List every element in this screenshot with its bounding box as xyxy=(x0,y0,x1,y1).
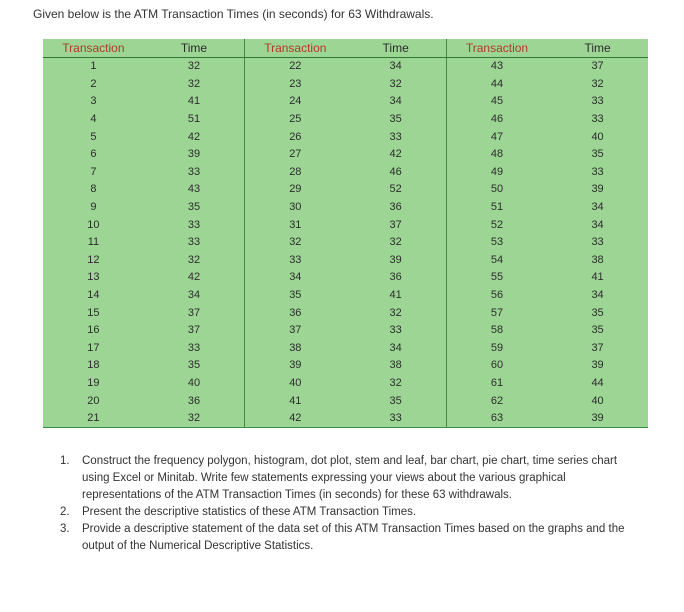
transaction-cell: 22 xyxy=(245,58,346,76)
time-cell: 35 xyxy=(144,199,245,217)
transaction-cell: 16 xyxy=(87,324,100,337)
time-cell: 34 xyxy=(144,287,245,305)
time-cell: 40 xyxy=(591,394,604,407)
time-cell: 32 xyxy=(591,77,604,90)
atm-transaction-table xyxy=(43,39,648,428)
transaction-cell: 43 xyxy=(446,58,547,76)
time-cell: 37 xyxy=(144,304,245,322)
transaction-cell: 33 xyxy=(245,252,346,270)
time-cell: 32 xyxy=(345,304,446,322)
question-number: 2. xyxy=(60,506,70,518)
transaction-cell: 46 xyxy=(446,111,547,129)
table-row xyxy=(43,392,648,410)
time-cell: 32 xyxy=(144,76,245,94)
time-cell: 35 xyxy=(345,111,446,129)
time-cell: 41 xyxy=(591,271,604,284)
transaction-cell: 13 xyxy=(87,271,100,284)
time-cell: 39 xyxy=(144,146,245,164)
time-cell: 39 xyxy=(591,183,604,196)
questions-list xyxy=(60,453,640,555)
table-row xyxy=(43,128,648,146)
time-cell: 33 xyxy=(345,322,446,340)
time-cell: 34 xyxy=(345,58,446,76)
table-row xyxy=(43,322,648,340)
question-item xyxy=(60,521,640,555)
header-transaction-1: Transaction xyxy=(43,39,144,58)
transaction-cell: 27 xyxy=(245,146,346,164)
question-item xyxy=(60,453,640,504)
time-cell: 38 xyxy=(345,357,446,375)
transaction-cell: 19 xyxy=(87,376,100,389)
transaction-cell: 28 xyxy=(245,164,346,182)
time-cell: 35 xyxy=(345,392,446,410)
table-row xyxy=(43,304,648,322)
time-cell: 33 xyxy=(591,165,604,178)
transaction-cell: 36 xyxy=(245,304,346,322)
table-row xyxy=(43,216,648,234)
transaction-cell: 58 xyxy=(446,322,547,340)
transaction-cell: 4 xyxy=(90,113,97,126)
table-row xyxy=(43,269,648,287)
transaction-cell: 6 xyxy=(90,148,97,161)
time-cell: 41 xyxy=(345,287,446,305)
transaction-cell: 60 xyxy=(446,357,547,375)
header-transaction-3: Transaction xyxy=(446,39,547,58)
transaction-cell: 20 xyxy=(87,394,100,407)
transaction-cell: 52 xyxy=(446,216,547,234)
transaction-cell: 7 xyxy=(90,165,97,178)
header-transaction-2: Transaction xyxy=(245,39,346,58)
question-text: Construct the frequency polygon, histogram, dot plot, stem and leaf, bar chart, pie chart, time series chart using Excel or Minitab. Write few statements expressing your views about the various graphical representations of the ATM Transaction Times (in seconds) for these 63 withdrawals. xyxy=(82,455,618,501)
transaction-cell: 57 xyxy=(446,304,547,322)
transaction-cell: 51 xyxy=(446,199,547,217)
transaction-cell: 32 xyxy=(245,234,346,252)
time-cell: 32 xyxy=(345,76,446,94)
time-cell: 32 xyxy=(144,252,245,270)
time-cell: 33 xyxy=(345,128,446,146)
table-row xyxy=(43,252,648,270)
time-cell: 34 xyxy=(591,201,604,214)
time-cell: 40 xyxy=(591,130,604,143)
transaction-cell: 29 xyxy=(245,181,346,199)
time-cell: 37 xyxy=(345,216,446,234)
transaction-cell: 25 xyxy=(245,111,346,129)
transaction-cell: 8 xyxy=(90,183,97,196)
transaction-cell: 44 xyxy=(446,76,547,94)
transaction-cell: 42 xyxy=(245,410,346,428)
time-cell: 35 xyxy=(591,324,604,337)
time-cell: 39 xyxy=(345,252,446,270)
transaction-cell: 24 xyxy=(245,93,346,111)
transaction-cell: 23 xyxy=(245,76,346,94)
question-text: Present the descriptive statistics of these ATM Transaction Times. xyxy=(82,506,417,518)
table-row xyxy=(43,76,648,94)
transaction-cell: 53 xyxy=(446,234,547,252)
transaction-cell: 49 xyxy=(446,164,547,182)
transaction-cell: 18 xyxy=(87,359,100,372)
time-cell: 41 xyxy=(144,93,245,111)
transaction-cell: 61 xyxy=(446,375,547,393)
time-cell: 35 xyxy=(591,306,604,319)
time-cell: 34 xyxy=(345,93,446,111)
time-cell: 35 xyxy=(144,357,245,375)
transaction-cell: 11 xyxy=(87,236,100,249)
time-cell: 38 xyxy=(591,253,604,266)
header-time-3: Time xyxy=(547,39,648,58)
transaction-cell: 14 xyxy=(87,289,100,302)
time-cell: 34 xyxy=(345,340,446,358)
header-time-1: Time xyxy=(144,39,245,58)
transaction-cell: 39 xyxy=(245,357,346,375)
intro-text: Given below is the ATM Transaction Times (in seconds) for 63 Withdrawals. xyxy=(33,7,434,21)
time-cell: 33 xyxy=(345,410,446,428)
transaction-cell: 41 xyxy=(245,392,346,410)
transaction-cell: 3 xyxy=(90,95,97,108)
time-cell: 36 xyxy=(345,199,446,217)
question-number: 1. xyxy=(60,455,70,467)
transaction-cell: 31 xyxy=(245,216,346,234)
transaction-cell: 47 xyxy=(446,128,547,146)
time-cell: 32 xyxy=(144,58,245,76)
table-row xyxy=(43,410,648,428)
transaction-cell: 35 xyxy=(245,287,346,305)
transaction-cell: 63 xyxy=(446,410,547,428)
transaction-cell: 54 xyxy=(446,252,547,270)
transaction-cell: 17 xyxy=(87,341,100,354)
transaction-cell: 40 xyxy=(245,375,346,393)
time-cell: 42 xyxy=(144,128,245,146)
transaction-cell: 5 xyxy=(90,130,97,143)
table-row xyxy=(43,340,648,358)
time-cell: 46 xyxy=(345,164,446,182)
table-row xyxy=(43,375,648,393)
table-row xyxy=(43,111,648,129)
time-cell: 35 xyxy=(591,148,604,161)
time-cell: 32 xyxy=(345,234,446,252)
table-row xyxy=(43,146,648,164)
time-cell: 33 xyxy=(591,236,604,249)
time-cell: 33 xyxy=(144,234,245,252)
time-cell: 52 xyxy=(345,181,446,199)
time-cell: 37 xyxy=(591,60,604,73)
table-row xyxy=(43,234,648,252)
question-item xyxy=(60,504,640,521)
table-row xyxy=(43,181,648,199)
time-cell: 34 xyxy=(591,218,604,231)
time-cell: 33 xyxy=(591,113,604,126)
transaction-cell: 12 xyxy=(87,253,100,266)
transaction-cell: 10 xyxy=(87,218,100,231)
transaction-cell: 21 xyxy=(43,410,144,428)
time-cell: 43 xyxy=(144,181,245,199)
transaction-cell: 9 xyxy=(90,201,97,214)
time-cell: 37 xyxy=(591,341,604,354)
transaction-cell: 56 xyxy=(446,287,547,305)
time-cell: 37 xyxy=(144,322,245,340)
transaction-cell: 37 xyxy=(245,322,346,340)
time-cell: 39 xyxy=(591,359,604,372)
time-cell: 33 xyxy=(144,164,245,182)
table-row xyxy=(43,287,648,305)
time-cell: 32 xyxy=(144,410,245,428)
table-row xyxy=(43,357,648,375)
header-time-2: Time xyxy=(345,39,446,58)
table-row xyxy=(43,199,648,217)
table-row xyxy=(43,93,648,111)
transaction-cell: 30 xyxy=(245,199,346,217)
transaction-cell: 62 xyxy=(446,392,547,410)
time-cell: 39 xyxy=(547,410,648,428)
transaction-cell: 15 xyxy=(87,306,100,319)
transaction-cell: 1 xyxy=(90,60,97,73)
transaction-cell: 50 xyxy=(446,181,547,199)
table-row xyxy=(43,164,648,182)
table-row xyxy=(43,58,648,76)
time-cell: 36 xyxy=(345,269,446,287)
transaction-cell: 26 xyxy=(245,128,346,146)
question-text: Provide a descriptive statement of the data set of this ATM Transaction Times based on the graphs and the output of the Numerical Descriptive Statistics. xyxy=(82,523,625,552)
time-cell: 33 xyxy=(144,340,245,358)
atm-table-container xyxy=(43,39,648,427)
time-cell: 34 xyxy=(591,289,604,302)
time-cell: 32 xyxy=(345,375,446,393)
time-cell: 44 xyxy=(591,376,604,389)
transaction-cell: 59 xyxy=(446,340,547,358)
time-cell: 33 xyxy=(591,95,604,108)
transaction-cell: 38 xyxy=(245,340,346,358)
time-cell: 51 xyxy=(144,111,245,129)
time-cell: 40 xyxy=(144,375,245,393)
transaction-cell: 48 xyxy=(446,146,547,164)
table-header-row xyxy=(43,39,648,58)
transaction-cell: 2 xyxy=(90,77,97,90)
table-body xyxy=(43,58,648,428)
question-number: 3. xyxy=(60,523,70,535)
transaction-cell: 55 xyxy=(446,269,547,287)
time-cell: 33 xyxy=(144,216,245,234)
transaction-cell: 45 xyxy=(446,93,547,111)
time-cell: 42 xyxy=(144,269,245,287)
time-cell: 36 xyxy=(144,392,245,410)
time-cell: 42 xyxy=(345,146,446,164)
transaction-cell: 34 xyxy=(245,269,346,287)
